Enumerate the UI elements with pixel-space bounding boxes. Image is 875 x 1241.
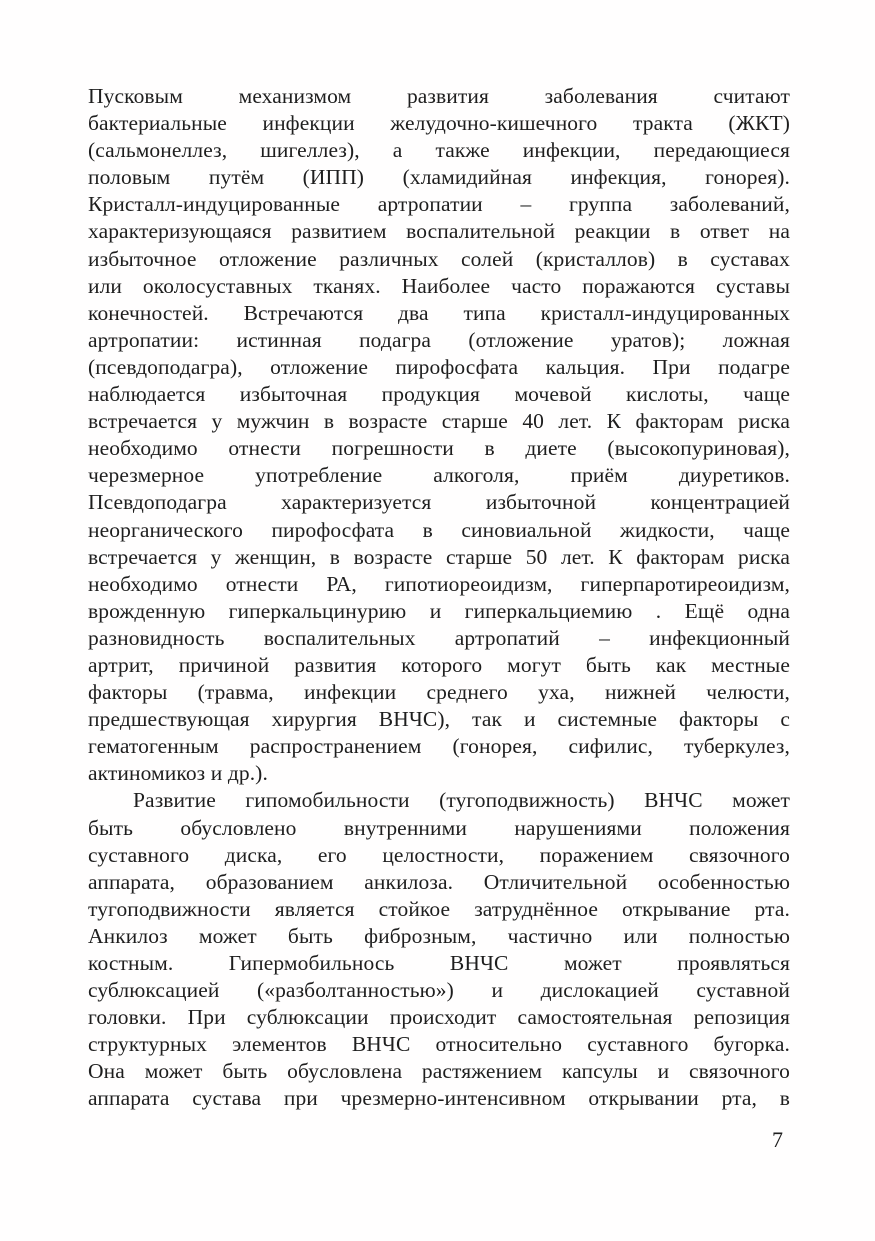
text-line: сублюксацией («разболтанностью») и дислокацией суставной (88, 978, 790, 1003)
text-line: Пусковым механизмом развития заболевания считают (88, 84, 790, 108)
text-line: конечностей. Встречаются два типа кристалл-индуцированных (88, 300, 790, 325)
document-text (88, 83, 790, 1113)
text-line: черезмерное употребление алкоголя, приём диуретиков. (88, 463, 790, 488)
text-line: артропатии: истинная подагра (отложение уратов); ложная (88, 327, 790, 352)
text-line: актиномикоз и др.). (88, 761, 268, 786)
text-line: неорганического пирофосфата в синовиальной жидкости, чаще (88, 517, 790, 542)
text-line: аппарата, образованием анкилоза. Отличительной особенностью (88, 869, 790, 894)
text-line: разновидность воспалительных артропатий – инфекционный (88, 625, 790, 650)
text-line: бактериальные инфекции желудочно-кишечного тракта (ЖКТ) (88, 111, 790, 136)
text-line: избыточное отложение различных солей (кристаллов) в суставах (88, 246, 790, 271)
text-line: врожденную гиперкальцинурию и гиперкальциемию . Ещё одна (88, 598, 790, 623)
text-line: (сальмонеллез, шигеллез), а также инфекции, передающиеся (88, 138, 790, 163)
text-line: встречается у мужчин в возрасте старше 40 лет. К факторам риска (88, 409, 790, 434)
text-line: факторы (травма, инфекции среднего уха, нижней челюсти, (88, 680, 790, 705)
text-line: костным. Гипермобильнось ВНЧС может проявляться (88, 951, 790, 975)
text-line: предшествующая хирургия ВНЧС), так и системные факторы с (88, 707, 790, 732)
text-line: головки. При сублюксации происходит самостоятельная репозиция (88, 1005, 790, 1030)
text-line: необходимо отнести погрешности в диете (высокопуриновая), (88, 436, 790, 461)
text-line: аппарата сустава при чрезмерно-интенсивном открывании рта, в (88, 1086, 790, 1111)
text-line: характеризующаяся развитием воспалительной реакции в ответ на (88, 219, 790, 244)
text-line: Псевдоподагра характеризуется избыточной концентрацией (88, 490, 790, 515)
text-line: суставного диска, его целостности, поражением связочного (88, 842, 790, 867)
text-line: наблюдается избыточная продукция мочевой кислоты, чаще (88, 382, 790, 407)
text-line: (псевдоподагра), отложение пирофосфата кальция. При подагре (88, 354, 790, 379)
text-line: Анкилоз может быть фиброзным, частично или полностью (88, 923, 790, 948)
text-line: половым путём (ИПП) (хламидийная инфекция, гонорея). (88, 165, 790, 190)
text-line: или околосуставных тканях. Наиболее часто поражаются суставы (88, 273, 790, 298)
text-line: структурных элементов ВНЧС относительно суставного бугорка. (88, 1032, 790, 1057)
text-line: Кристалл-индуцированные артропатии – группа заболеваний, (88, 192, 790, 217)
text-line: необходимо отнести РА, гипотиореоидизм, гиперпаротиреоидизм, (88, 571, 790, 596)
text-line: Развитие гипомобильности (тугоподвижность) ВНЧС может (133, 788, 790, 813)
text-line: тугоподвижности является стойкое затруднённое открывание рта. (88, 896, 790, 921)
text-line: артрит, причиной развития которого могут быть как местные (88, 652, 790, 677)
text-line: быть обусловлено внутренними нарушениями положения (88, 815, 790, 840)
text-line: гематогенным распространением (гонорея, сифилис, туберкулез, (88, 734, 790, 759)
text-line: Она может быть обусловлена растяжением капсулы и связочного (88, 1059, 790, 1084)
text-line: встречается у женщин, в возрасте старше 50 лет. К факторам риска (88, 544, 790, 569)
page-number: 7 (772, 1127, 783, 1152)
